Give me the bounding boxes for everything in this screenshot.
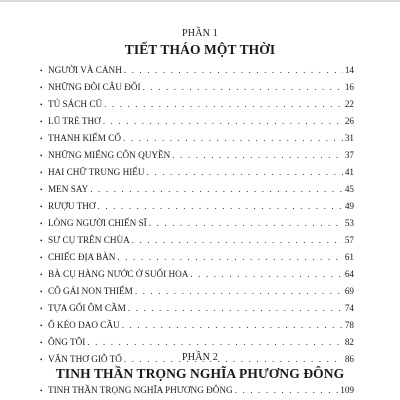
toc-page-number: 69	[344, 286, 354, 296]
toc-entry-title: VĂN THƠ GIỖ TỔ	[48, 354, 122, 364]
part-1-title: TIẾT THÁO MỘT THỜI	[124, 42, 276, 57]
part-2-title: TINH THẦN TRỌNG NGHĨA PHƯƠNG ĐÔNG	[55, 366, 345, 381]
dot-leader	[124, 62, 343, 79]
bullet-icon: •	[40, 220, 43, 228]
toc-entry-title: TỰA GỐI ÔM CẦM	[48, 303, 126, 313]
bullet-icon: •	[40, 339, 43, 347]
bullet-icon: •	[40, 118, 43, 126]
bullet-icon: •	[40, 254, 43, 262]
toc-page-number: 64	[344, 269, 354, 279]
bullet-icon: •	[40, 169, 43, 177]
bullet-icon: •	[40, 84, 43, 92]
toc-entry-title: NHỮNG MIẾNG CÔN QUYỀN	[48, 150, 171, 160]
dot-leader	[172, 147, 343, 164]
toc-entry[interactable]	[40, 113, 354, 130]
toc-entry-title: ÔNG TÔI	[48, 337, 86, 347]
toc-entry[interactable]	[40, 317, 354, 334]
bullet-icon: •	[40, 203, 43, 211]
toc-page-number: 37	[344, 150, 354, 160]
toc-page-number: 61	[344, 252, 354, 262]
part-2-toc	[40, 382, 354, 399]
toc-page-number: 86	[344, 354, 354, 364]
toc-page-number: 45	[344, 184, 354, 194]
toc-entry-title: Ô KÉO DAO CẦU	[48, 320, 120, 330]
dot-leader	[128, 300, 343, 317]
toc-page-number: 74	[344, 303, 354, 313]
toc-entry[interactable]	[40, 334, 354, 351]
dot-leader	[235, 382, 339, 399]
toc-entry[interactable]	[40, 79, 354, 96]
toc-page-number: 41	[344, 167, 354, 177]
toc-entry-title: LŨ TRẺ THƠ	[48, 116, 101, 126]
dot-leader	[147, 164, 343, 181]
toc-entry-title: SƯ CỤ TRÊN CHÙA	[48, 235, 130, 245]
bullet-icon: •	[40, 322, 43, 330]
bullet-icon: •	[40, 271, 43, 279]
dot-leader	[122, 317, 343, 334]
toc-entry-title: MEN SAY	[48, 184, 89, 194]
toc-entry[interactable]	[40, 62, 354, 79]
toc-entry-title: TINH THẦN TRỌNG NGHĨA PHƯƠNG ĐÔNG	[48, 385, 233, 395]
bullet-icon: •	[40, 101, 43, 109]
toc-entry[interactable]	[40, 232, 354, 249]
toc-page-number: 16	[344, 82, 354, 92]
dot-leader	[90, 181, 343, 198]
toc-entry[interactable]	[40, 266, 354, 283]
toc-entry[interactable]	[40, 181, 354, 198]
dot-leader	[143, 79, 343, 96]
toc-entry-title: TỦ SÁCH CŨ	[48, 99, 103, 109]
dot-leader	[123, 130, 343, 147]
bullet-icon: •	[40, 67, 43, 75]
toc-entry[interactable]	[40, 215, 354, 232]
toc-page-number: 53	[344, 218, 354, 228]
dot-leader	[135, 283, 343, 300]
bullet-icon: •	[40, 305, 43, 313]
bullet-icon: •	[40, 186, 43, 194]
bullet-icon: •	[40, 237, 43, 245]
dot-leader	[117, 249, 342, 266]
toc-entry[interactable]	[40, 283, 354, 300]
bullet-icon: •	[40, 288, 43, 296]
bullet-icon: •	[40, 152, 43, 160]
toc-entry-title: CHIẾC ĐỊA BÀN	[48, 252, 116, 262]
toc-page-number: 26	[344, 116, 354, 126]
toc-entry[interactable]	[40, 249, 354, 266]
toc-entry-title: THANH KIẾM CỔ	[48, 133, 121, 143]
toc-entry-title: HAI CHỮ TRUNG HIẾU	[48, 167, 145, 177]
toc-entry[interactable]	[40, 198, 354, 215]
toc-entry[interactable]	[40, 96, 354, 113]
dot-leader	[98, 198, 343, 215]
toc-entry-title: NHỮNG ĐÔI CÂU ĐỐI	[48, 82, 141, 92]
dot-leader	[149, 215, 343, 232]
part-1-toc	[40, 62, 354, 368]
toc-page-number: 31	[344, 133, 354, 143]
toc-entry[interactable]	[40, 164, 354, 181]
toc-page-number: 78	[344, 320, 354, 330]
toc-entry-title: RƯỢU THƠ	[48, 201, 96, 211]
part-2-label: PHẦN 2	[182, 352, 218, 363]
dot-leader	[103, 113, 343, 130]
toc-page-number: 49	[344, 201, 354, 211]
toc-entry[interactable]	[40, 300, 354, 317]
toc-entry[interactable]	[40, 147, 354, 164]
part-1-label: PHẦN 1	[182, 28, 218, 39]
toc-entry-title: BÀ CỤ HÀNG NƯỚC Ở SUỐI HOA	[48, 269, 189, 279]
toc-entry-title: LÒNG NGƯỜI CHIẾN SĨ	[48, 218, 147, 228]
toc-page-number: 14	[344, 65, 354, 75]
dot-leader	[132, 232, 343, 249]
toc-page-number: 57	[344, 235, 354, 245]
dot-leader	[190, 266, 342, 283]
toc-entry[interactable]	[40, 382, 354, 399]
top-border	[0, 0, 400, 2]
toc-page-number: 82	[344, 337, 354, 347]
bullet-icon: •	[40, 387, 43, 395]
dot-leader	[87, 334, 342, 351]
toc-page-number: 22	[344, 99, 354, 109]
dot-leader	[104, 96, 343, 113]
toc-entry-title: CÔ GÁI NON THIẾM	[48, 286, 133, 296]
toc-entry-title: NGƯỜI VÀ CẢNH	[48, 65, 122, 75]
toc-page-number: 109	[340, 385, 354, 395]
bullet-icon: •	[40, 356, 43, 364]
bullet-icon: •	[40, 135, 43, 143]
toc-entry[interactable]	[40, 130, 354, 147]
